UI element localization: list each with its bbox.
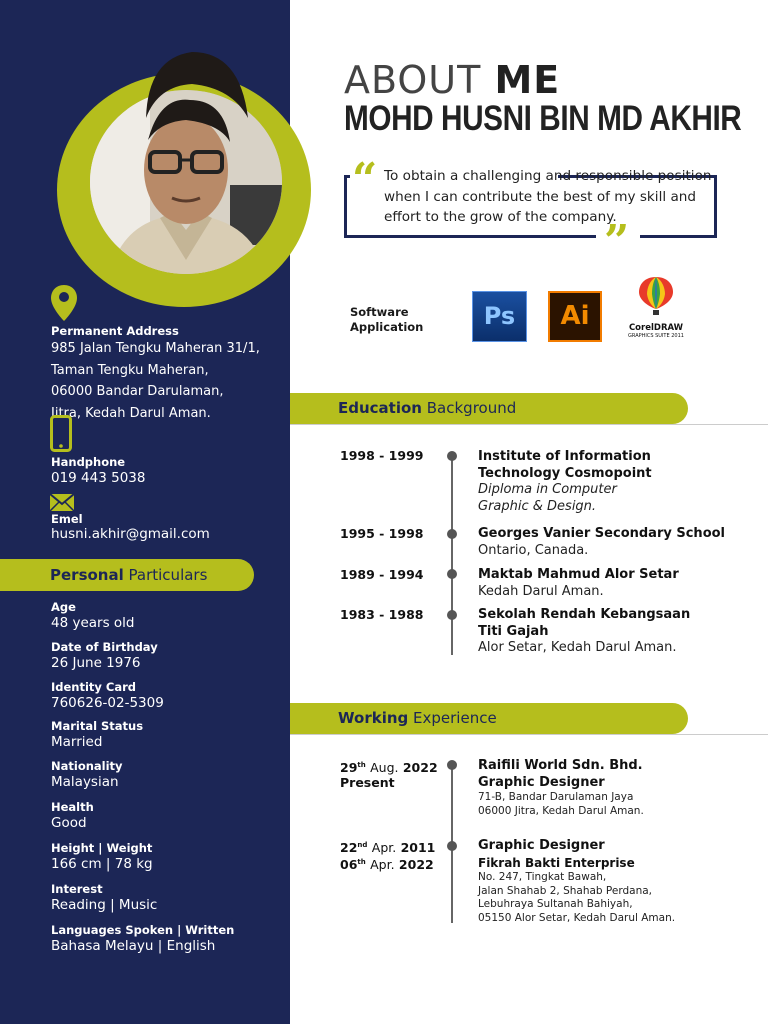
- languages-label: Languages Spoken | Written: [51, 923, 235, 937]
- education-rule: [290, 424, 768, 425]
- coreldraw-balloon-icon: [638, 276, 674, 316]
- address-label: Permanent Address: [51, 324, 179, 338]
- age-value: 48 years old: [51, 615, 135, 631]
- software-label-line: Software: [350, 305, 409, 319]
- work-address-line: 06000 Jitra, Kedah Darul Aman.: [478, 804, 644, 817]
- timeline-dot: [447, 451, 457, 461]
- phone-label: Handphone: [51, 455, 126, 469]
- date-year: 2022: [398, 857, 434, 873]
- edu-entry: [478, 526, 748, 559]
- work-role: Graphic Designer: [478, 838, 605, 853]
- work-company: Raifili World Sdn. Bhd.: [478, 758, 643, 773]
- address-value: [51, 338, 286, 424]
- marital-label: Marital Status: [51, 719, 144, 733]
- software-label-line: Application: [350, 320, 424, 334]
- date-month: Apr.: [371, 840, 397, 856]
- date-year: 2011: [400, 840, 436, 856]
- nationality-value: Malaysian: [51, 774, 119, 790]
- edu-institution: Sekolah Rendah Kebangsaan: [478, 607, 691, 622]
- address-line: Taman Tengku Maheran,: [51, 362, 209, 378]
- interest-value: Reading | Music: [51, 897, 158, 913]
- edu-years: 1983 - 1988: [340, 607, 424, 622]
- timeline-dot: [447, 529, 457, 539]
- edu-institution: Maktab Mahmud Alor Setar: [478, 567, 679, 582]
- work-dates: [340, 838, 435, 872]
- timeline-dot: [447, 569, 457, 579]
- date-day: 06: [340, 857, 358, 873]
- education-heading-bold: Education: [338, 399, 422, 417]
- edu-entry: [478, 607, 748, 657]
- health-label: Health: [51, 800, 94, 814]
- edu-institution: Technology Cosmopoint: [478, 465, 652, 481]
- work-address-line: No. 247, Tingkat Bawah,: [478, 871, 607, 883]
- work-heading-bold: Working: [338, 709, 409, 727]
- work-rule: [290, 734, 768, 735]
- about-light: ABOUT: [344, 58, 482, 102]
- address-line: 06000 Bandar Darulaman,: [51, 384, 224, 399]
- timeline-dot: [447, 841, 457, 851]
- date-day: 29: [340, 760, 358, 776]
- personal-heading-bold: Personal: [50, 566, 124, 584]
- full-name: MOHD HUSNI BIN MD AKHIR: [344, 99, 742, 138]
- work-company: Fikrah Bakti Enterprise: [478, 855, 635, 870]
- dob-label: Date of Birthday: [51, 640, 158, 654]
- email-label: Emel: [51, 512, 83, 526]
- coreldraw-name: CorelDRAW: [628, 323, 684, 333]
- date-day: 22: [340, 840, 358, 856]
- illustrator-icon: Ai: [548, 291, 602, 342]
- close-quote-icon: ”: [604, 216, 630, 267]
- address-line: 985 Jalan Tengku Maheran 31/1,: [51, 341, 260, 356]
- height-weight-label: Height | Weight: [51, 841, 153, 855]
- coreldraw-logo: [620, 276, 692, 346]
- edu-location: Ontario, Canada.: [478, 542, 589, 558]
- date-suffix: nd: [357, 841, 368, 849]
- email-value: husni.akhir@gmail.com: [51, 526, 210, 542]
- edu-years: 1998 - 1999: [340, 448, 424, 463]
- timeline-dot: [447, 760, 457, 770]
- languages-value: Bahasa Melayu | English: [51, 938, 216, 954]
- edu-institution: Titi Gajah: [478, 623, 549, 639]
- timeline-dot: [447, 610, 457, 620]
- about-bold: ME: [494, 58, 561, 102]
- health-value: Good: [51, 815, 87, 831]
- education-timeline: [451, 455, 453, 655]
- height-weight-value: 166 cm | 78 kg: [51, 856, 153, 872]
- date-suffix: th: [357, 761, 366, 769]
- date-month: Apr.: [370, 857, 395, 873]
- work-entry: [478, 758, 748, 818]
- date-suffix: th: [357, 858, 366, 867]
- education-header: [290, 393, 688, 424]
- mail-icon: [50, 494, 74, 511]
- objective-text: To obtain a challenging and responsible position when I can contribute the best of my skill and effort to the grow of the company.: [384, 168, 712, 225]
- open-quote-icon: “: [352, 154, 378, 205]
- about-heading: [344, 58, 560, 102]
- date-year: 2022: [402, 760, 438, 776]
- edu-location: Kedah Darul Aman.: [478, 583, 604, 599]
- edu-location: Alor Setar, Kedah Darul Aman.: [478, 640, 677, 655]
- software-label: [350, 305, 450, 335]
- address-line: Jitra, Kedah Darul Aman.: [51, 405, 211, 421]
- nationality-label: Nationality: [51, 759, 123, 773]
- phone-icon: [50, 415, 72, 452]
- edu-institution: Georges Vanier Secondary School: [478, 526, 726, 541]
- edu-years: 1989 - 1994: [340, 567, 424, 582]
- work-header: [290, 703, 688, 734]
- date-present: Present: [340, 775, 395, 791]
- interest-label: Interest: [51, 882, 103, 896]
- dob-value: 26 June 1976: [51, 655, 141, 671]
- work-address-line: 71-B, Bandar Darulaman Jaya: [478, 791, 634, 803]
- personal-particulars-header: [0, 559, 254, 591]
- date-month: Aug.: [370, 760, 399, 776]
- coreldraw-subtitle: GRAPHICS SUITE 2011: [628, 333, 684, 339]
- ic-label: Identity Card: [51, 680, 137, 694]
- photoshop-icon: Ps: [472, 291, 527, 342]
- work-address-line: Lebuhraya Sultanah Bahiyah,: [478, 898, 633, 910]
- personal-heading-light: Particulars: [128, 566, 208, 584]
- phone-value: 019 443 5038: [51, 470, 146, 486]
- edu-qualification: Diploma in Computer: [478, 482, 617, 497]
- edu-years: 1995 - 1998: [340, 526, 424, 541]
- work-address-line: Jalan Shahab 2, Shahab Perdana,: [478, 884, 652, 897]
- edu-entry: [478, 567, 748, 600]
- age-label: Age: [51, 600, 76, 614]
- work-address-line: 05150 Alor Setar, Kedah Darul Aman.: [478, 911, 676, 924]
- education-heading-light: Background: [426, 399, 517, 417]
- edu-institution: Institute of Information: [478, 449, 651, 464]
- location-pin-icon: [50, 284, 78, 322]
- edu-entry: [478, 449, 748, 515]
- work-heading-light: Experience: [413, 709, 497, 727]
- work-entry: [478, 838, 748, 925]
- marital-value: Married: [51, 734, 103, 750]
- ic-value: 760626-02-5309: [51, 695, 164, 711]
- work-role: Graphic Designer: [478, 774, 605, 790]
- sidebar: [0, 0, 290, 1024]
- work-dates: [340, 758, 438, 790]
- edu-qualification: Graphic & Design.: [478, 498, 597, 514]
- portrait-hair-overhang: [128, 48, 258, 118]
